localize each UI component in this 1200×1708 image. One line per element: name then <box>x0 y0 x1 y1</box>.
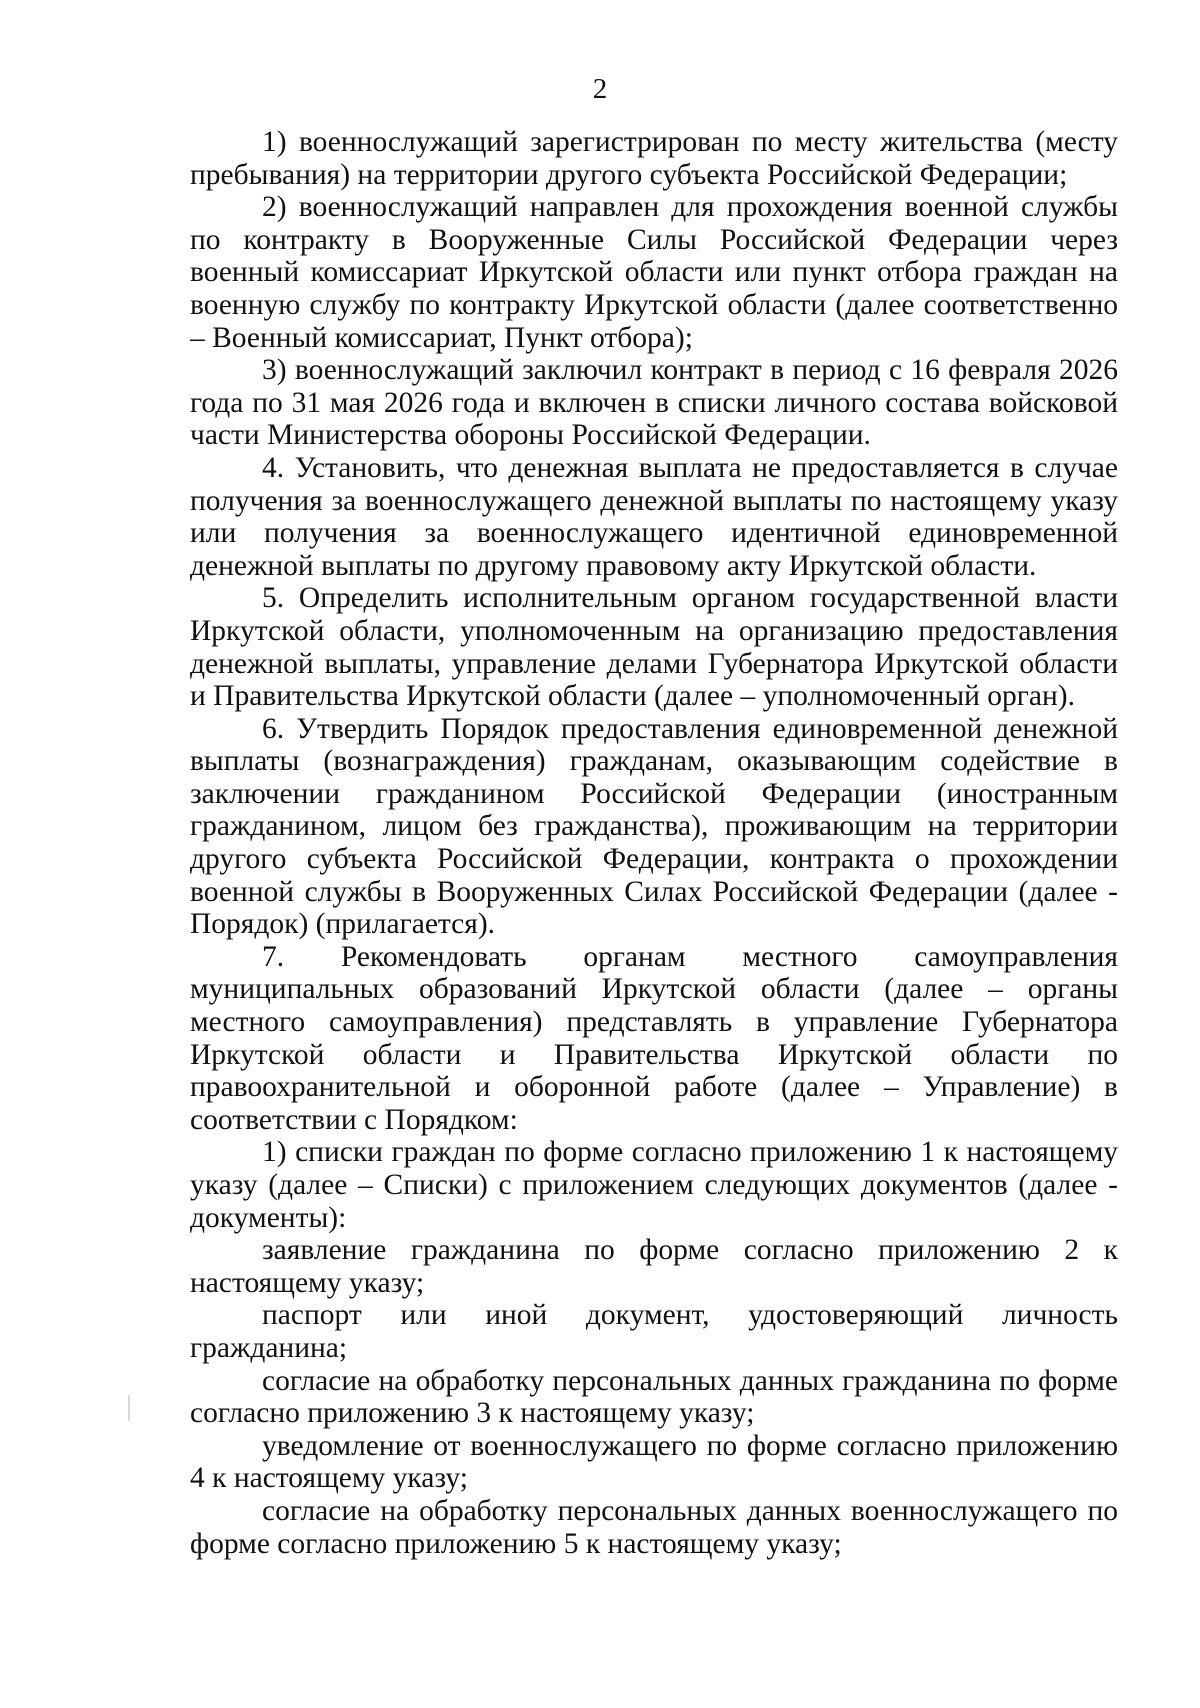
paragraph-subitem-1: 1) списки граждан по форме согласно приложению 1 к настоящему указу (далее – Списки) с приложением следующих документов (далее - документы): <box>190 1136 1118 1234</box>
paragraph-item-3: 3) военнослужащий заключил контракт в период с 16 февраля 2026 года по 31 мая 2026 года и включен в списки личного состава войсковой части Министерства обороны Российской Федерации. <box>190 354 1118 452</box>
paragraph-clause-6: 6. Утвердить Порядок предоставления единовременной денежной выплаты (вознаграждения) гражданам, оказывающим содействие в заключении гражданином Российской Федерации (иностранным гражданином, лицом без гражданства), проживающим на территории другого субъекта Российской Федерации, контракта о прохождении военной службы в Вооруженных Силах Российской Федерации (далее - Порядок) (прилагается). <box>190 712 1118 941</box>
paragraph-list-passport: паспорт или иной документ, удостоверяющий личность гражданина; <box>190 1299 1118 1364</box>
paragraph-clause-5: 5. Определить исполнительным органом государственной власти Иркутской области, уполномоченным на организацию предоставления денежной выплаты, управление делами Губернатора Иркутской области и Правительства Иркутской области (далее – уполномоченный орган). <box>190 582 1118 713</box>
document-body <box>190 126 1118 1560</box>
paragraph-item-2: 2) военнослужащий направлен для прохождения военной службы по контракту в Вооруженные Силы Российской Федерации через военный комиссариат Иркутской области или пункт отбора граждан на военную службу по контракту Иркутской области (далее соответственно – Военный комиссариат, Пункт отбора); <box>190 191 1118 354</box>
paragraph-list-consent-citizen: согласие на обработку персональных данных гражданина по форме согласно приложению 3 к настоящему указу; <box>190 1364 1118 1430</box>
paragraph-clause-7: 7. Рекомендовать органам местного самоуправления муниципальных образований Иркутской области (далее – органы местного самоуправления) представлять в управление Губернатора Иркутской области и Правительства Иркутской области по правоохранительной и оборонной работе (далее – Управление) в соответствии с Порядком: <box>190 940 1118 1136</box>
paragraph-list-notice: уведомление от военнослужащего по форме согласно приложению 4 к настоящему указу; <box>190 1429 1118 1495</box>
page-number: 2 <box>592 73 608 105</box>
paragraph-list-consent-serviceman: согласие на обработку персональных данных военнослужащего по форме согласно приложению 5 к настоящему указу; <box>190 1494 1118 1560</box>
paragraph-list-application: заявление гражданина по форме согласно приложению 2 к настоящему указу; <box>190 1234 1118 1299</box>
paragraph-clause-4: 4. Установить, что денежная выплата не предоставляется в случае получения за военнослужащего денежной выплаты по настоящему указу или получения за военнослужащего идентичной единовременной денежной выплаты по другому правовому акту Иркутской области. <box>190 451 1118 582</box>
paragraph-item-1: 1) военнослужащий зарегистрирован по месту жительства (месту пребывания) на территории другого субъекта Российской Федерации; <box>190 126 1118 191</box>
scan-mark <box>128 1395 130 1421</box>
